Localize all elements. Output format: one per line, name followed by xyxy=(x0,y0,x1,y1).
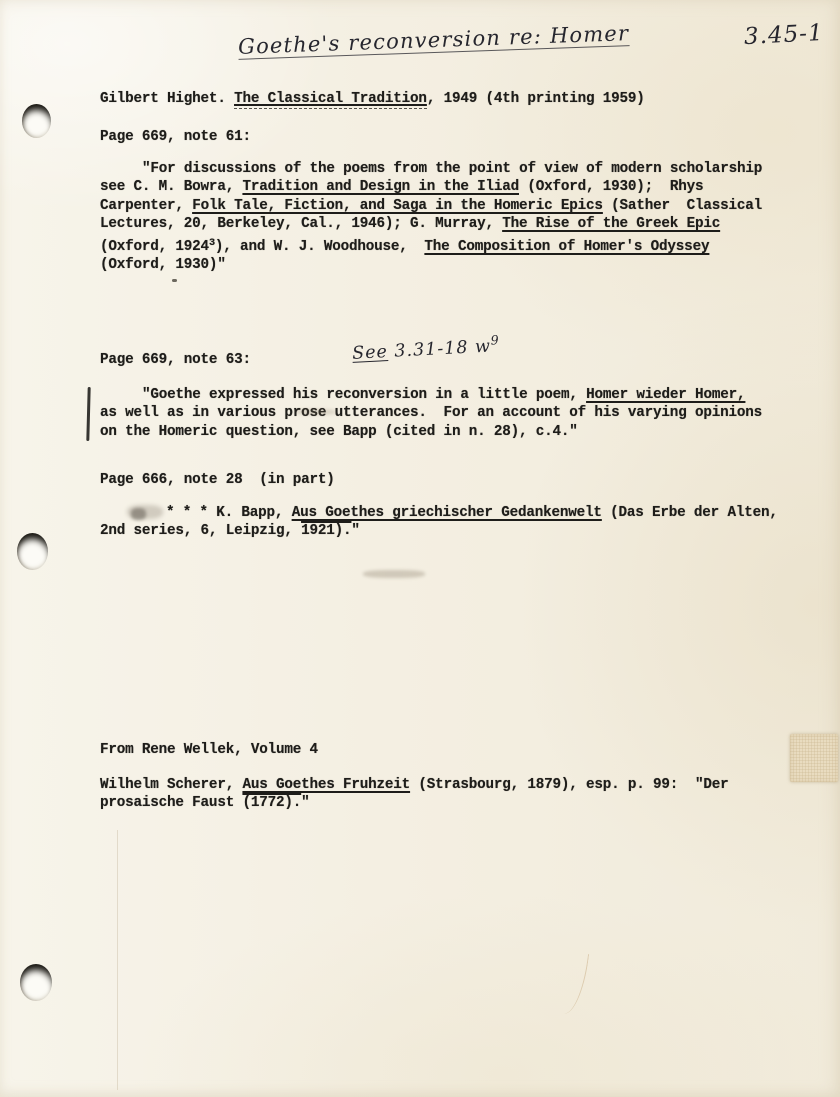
note-28-heading: Page 666, note 28 (in part) xyxy=(100,472,335,488)
typed-line: Lectures, 20, Berkeley, Cal., 1946); G. Murray, The Rise of the Greek Epic xyxy=(100,216,721,233)
wellek-source-line: From Rene Wellek, Volume 4 xyxy=(100,742,318,758)
typed-line: see C. M. Bowra, Tradition and Design in the Iliad (Oxford, 1930); Rhys xyxy=(100,179,704,196)
typed-line: "For discussions of the poems from the point of view of modern scholarship xyxy=(142,161,763,177)
punch-hole-middle xyxy=(17,533,48,570)
punch-hole-bottom xyxy=(20,964,52,1001)
paper-crease xyxy=(117,830,118,1090)
note-28-quote xyxy=(100,504,778,541)
handwritten-see-reference: See 3.31-18 $w^9$ xyxy=(351,332,501,364)
note-63-quote xyxy=(100,386,762,441)
catalog-number: 3.45-1 xyxy=(743,19,825,51)
tape-patch xyxy=(790,734,838,782)
typed-line: "Goethe expressed his reconversion in a little poem, Homer wieder Homer, xyxy=(142,387,746,403)
typed-line: on the Homeric question, see Bapp (cited in n. 28), c.4." xyxy=(100,423,578,440)
margin-pen-mark xyxy=(86,387,90,441)
note-63-heading: Page 669, note 63: xyxy=(100,352,251,368)
typed-line: as well as in various prose utterances. For an account of his varying opinions xyxy=(100,405,762,422)
typed-line: (Oxford, 1930)" xyxy=(100,257,226,274)
typed-line: * * * K. Bapp, Aus Goethes griechischer Gedankenwelt (Das Erbe der Alten, xyxy=(166,505,778,521)
scherer-citation xyxy=(100,776,728,813)
handwritten-header: Goethe's reconversion re: Homer xyxy=(237,21,630,59)
paper-smudge xyxy=(296,409,336,415)
typed-line: 2nd series, 6, Leipzig, 1921)." xyxy=(100,523,360,540)
typed-line: prosaische Faust (1772)." xyxy=(100,795,310,812)
source-citation-line: Gilbert Highet. The Classical Tradition, 1949 (4th printing 1959) xyxy=(100,91,645,107)
typed-line: Wilhelm Scherer, Aus Goethes Fruhzeit (Strasbourg, 1879), esp. p. 99: "Der xyxy=(100,777,729,793)
paper-scratch xyxy=(554,950,589,1015)
typed-line: (Oxford, 1924$^3$), and W. J. Woodhouse, The Composition of Homer's Odyssey xyxy=(100,236,710,255)
note-61-heading: Page 669, note 61: xyxy=(100,129,251,145)
faint-smudge xyxy=(363,570,425,578)
ink-speck xyxy=(172,279,177,282)
punch-hole-top xyxy=(22,104,51,138)
typed-line: Carpenter, Folk Tale, Fiction, and Saga in the Homeric Epics (Sather Classical xyxy=(100,197,763,214)
note-61-quote xyxy=(100,160,762,274)
